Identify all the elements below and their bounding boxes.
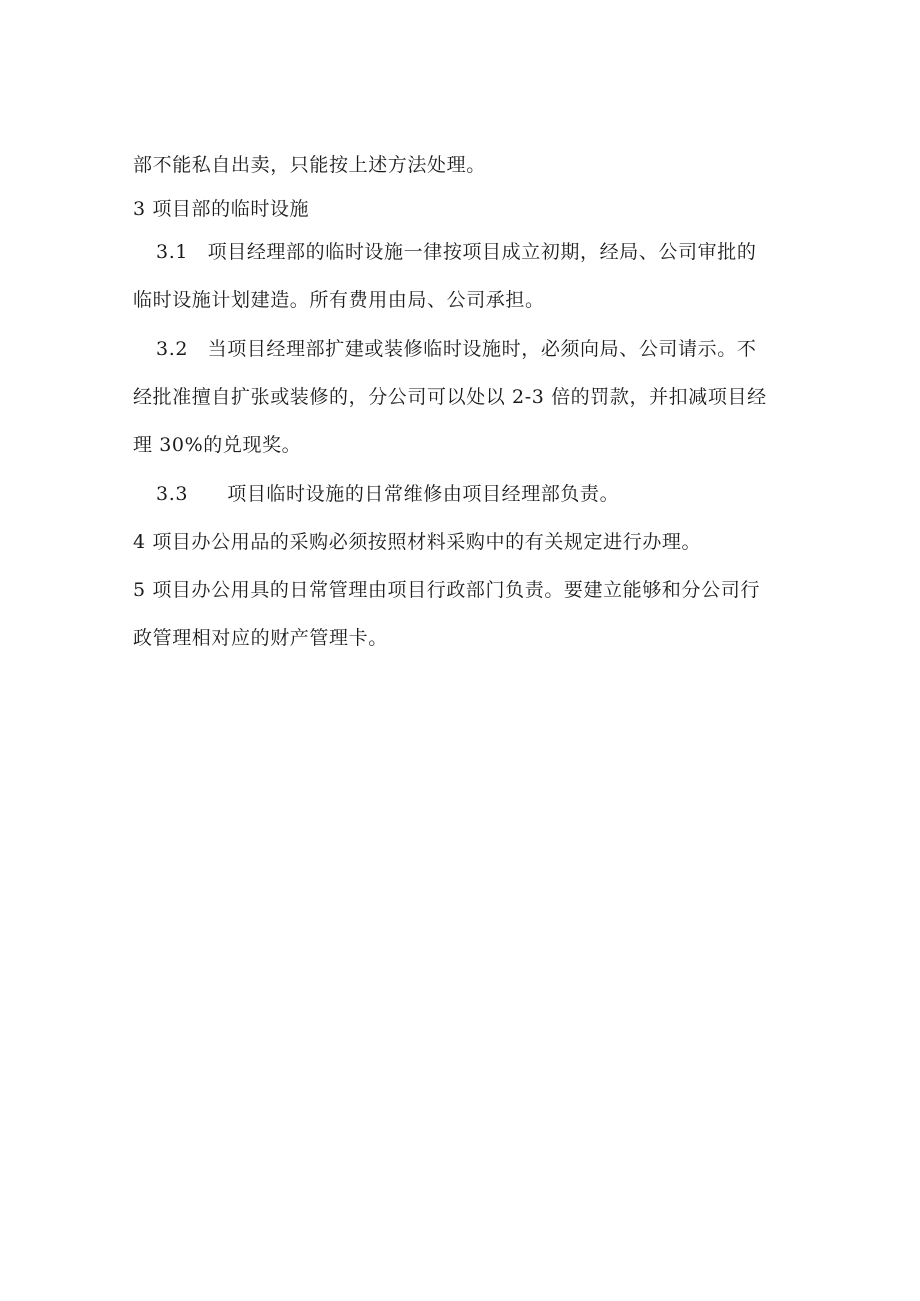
clause-3-1-line-2: 临时设施计划建造。所有费用由局、公司承担。: [133, 289, 545, 311]
section-5-line-1: 5 项目办公用具的日常管理由项目行政部门负责。要建立能够和分公司行: [133, 579, 760, 601]
text-line-continuation: 部不能私自出卖，只能按上述方法处理。: [133, 154, 486, 176]
section-4: 4 项目办公用品的采购必须按照材料采购中的有关规定进行办理。: [133, 531, 702, 553]
clause-3-1-line-1: 3.1 项目经理部的临时设施一律按项目成立初期，经局、公司审批的: [156, 241, 757, 263]
clause-3-2-line-3: 理 30%的兑现奖。: [133, 434, 302, 456]
clause-3-3: 3.3 项目临时设施的日常维修由项目经理部负责。: [156, 483, 620, 505]
section-heading-3: 3 项目部的临时设施: [133, 198, 310, 220]
clause-3-2-line-1: 3.2 当项目经理部扩建或装修临时设施时，必须向局、公司请示。不: [156, 338, 757, 360]
clause-3-2-line-2: 经批准擅自扩张或装修的，分公司可以处以 2-3 倍的罚款，并扣减项目经: [133, 386, 767, 408]
section-5-line-2: 政管理相对应的财产管理卡。: [133, 627, 388, 649]
